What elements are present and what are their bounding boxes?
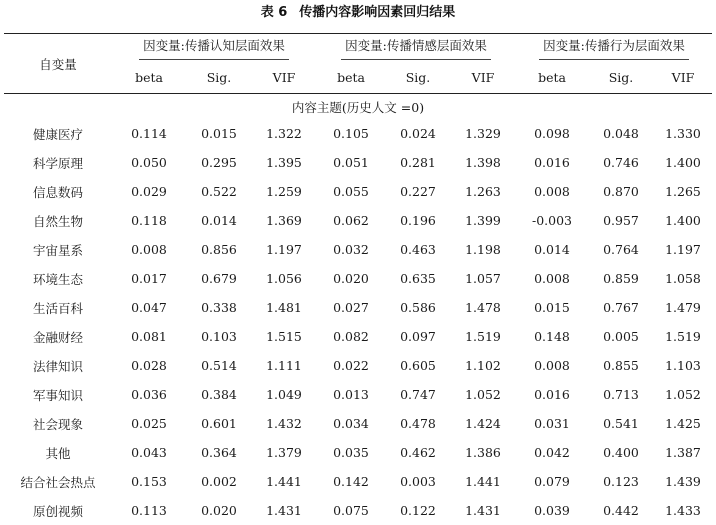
table-cell: 0.123: [588, 467, 654, 496]
table-cell: 0.855: [588, 351, 654, 380]
table-cell: 1.102: [450, 351, 516, 380]
stat-header-sig: Sig.: [588, 62, 654, 94]
table-cell: 0.586: [386, 293, 450, 322]
table-cell: 0.015: [186, 119, 252, 148]
group-header-behavioral: 因变量:传播行为层面效果: [516, 34, 712, 63]
table-cell: 0.051: [316, 148, 386, 177]
table-cell: 0.035: [316, 438, 386, 467]
table-cell: 0.031: [516, 409, 588, 438]
table-cell: 0.020: [316, 264, 386, 293]
table-cell: 1.111: [252, 351, 316, 380]
table-cell: 0.153: [112, 467, 186, 496]
table-cell: 1.478: [450, 293, 516, 322]
table-cell: 0.142: [316, 467, 386, 496]
table-cell: 0.122: [386, 496, 450, 525]
table-cell: 0.050: [112, 148, 186, 177]
table-cell: 0.514: [186, 351, 252, 380]
table-cell: -0.003: [516, 206, 588, 235]
table-cell: 0.114: [112, 119, 186, 148]
table-cell: 1.056: [252, 264, 316, 293]
table-cell: 0.014: [186, 206, 252, 235]
table-cell: 0.020: [186, 496, 252, 525]
table-row: [4, 177, 712, 206]
table-cell: 0.005: [588, 322, 654, 351]
row-label: 军事知识: [4, 380, 112, 409]
table-cell: 0.635: [386, 264, 450, 293]
table-row: [4, 293, 712, 322]
table-row: [4, 322, 712, 351]
table-cell: 0.042: [516, 438, 588, 467]
table-number: 表 6: [261, 5, 288, 20]
row-label: 法律知识: [4, 351, 112, 380]
table-cell: 1.330: [654, 119, 712, 148]
table-cell: 0.227: [386, 177, 450, 206]
table-cell: 0.463: [386, 235, 450, 264]
table-cell: 0.075: [316, 496, 386, 525]
table-cell: 0.601: [186, 409, 252, 438]
table-cell: 1.197: [252, 235, 316, 264]
table-cell: 1.400: [654, 148, 712, 177]
table-cell: 0.016: [516, 380, 588, 409]
table-cell: 0.028: [112, 351, 186, 380]
table-cell: 0.034: [316, 409, 386, 438]
row-label: 健康医疗: [4, 119, 112, 148]
table-cell: 0.746: [588, 148, 654, 177]
section-label: 内容主题(历史人文 =0): [4, 94, 712, 120]
table-cell: 1.519: [450, 322, 516, 351]
row-label: 其他: [4, 438, 112, 467]
table-cell: 0.957: [588, 206, 654, 235]
table-cell: 0.008: [112, 235, 186, 264]
table-cell: 1.431: [252, 496, 316, 525]
stat-header-vif: VIF: [252, 62, 316, 94]
table-row: [4, 467, 712, 496]
table-cell: 1.431: [450, 496, 516, 525]
table-cell: 0.103: [186, 322, 252, 351]
table-row: [4, 148, 712, 177]
table-cell: 0.082: [316, 322, 386, 351]
table-row: [4, 206, 712, 235]
table-cell: 0.295: [186, 148, 252, 177]
table-cell: 1.058: [654, 264, 712, 293]
table-cell: 0.062: [316, 206, 386, 235]
table-cell: 0.027: [316, 293, 386, 322]
table-cell: 0.016: [516, 148, 588, 177]
table-cell: 0.148: [516, 322, 588, 351]
stat-header-beta: beta: [316, 62, 386, 94]
table-cell: 1.479: [654, 293, 712, 322]
table-cell: 1.259: [252, 177, 316, 206]
header-row-groups: [4, 34, 712, 63]
row-label: 结合社会热点: [4, 467, 112, 496]
row-label: 宇宙星系: [4, 235, 112, 264]
table-title: 传播内容影响因素回归结果: [299, 5, 455, 20]
table-cell: 1.400: [654, 206, 712, 235]
table-cell: 0.022: [316, 351, 386, 380]
table-cell: 0.008: [516, 264, 588, 293]
table-row: [4, 409, 712, 438]
table-cell: 1.265: [654, 177, 712, 206]
table-cell: 0.196: [386, 206, 450, 235]
table-cell: 1.052: [450, 380, 516, 409]
table-cell: 0.013: [316, 380, 386, 409]
table-cell: 0.008: [516, 177, 588, 206]
table-cell: 1.198: [450, 235, 516, 264]
table-cell: 0.118: [112, 206, 186, 235]
table-cell: 0.097: [386, 322, 450, 351]
group-header-emotional: 因变量:传播情感层面效果: [316, 34, 516, 63]
table-row: [4, 235, 712, 264]
row-label: 自然生物: [4, 206, 112, 235]
table-cell: 0.113: [112, 496, 186, 525]
table-cell: 0.079: [516, 467, 588, 496]
table-cell: 0.442: [588, 496, 654, 525]
table-cell: 0.856: [186, 235, 252, 264]
table-cell: 0.713: [588, 380, 654, 409]
table-cell: 0.281: [386, 148, 450, 177]
table-cell: 1.369: [252, 206, 316, 235]
table-cell: 1.329: [450, 119, 516, 148]
table-cell: 0.541: [588, 409, 654, 438]
table-cell: 1.432: [252, 409, 316, 438]
table-cell: 1.399: [450, 206, 516, 235]
table-cell: 0.015: [516, 293, 588, 322]
table-cell: 0.003: [386, 467, 450, 496]
table-cell: 0.605: [386, 351, 450, 380]
table-cell: 1.379: [252, 438, 316, 467]
table-cell: 1.322: [252, 119, 316, 148]
table-row: [4, 351, 712, 380]
table-cell: 1.049: [252, 380, 316, 409]
table-cell: 1.424: [450, 409, 516, 438]
table-cell: 1.263: [450, 177, 516, 206]
group-header-cognitive: 因变量:传播认知层面效果: [112, 34, 316, 63]
table-cell: 0.764: [588, 235, 654, 264]
row-label: 科学原理: [4, 148, 112, 177]
stat-header-beta: beta: [112, 62, 186, 94]
table-cell: 0.747: [386, 380, 450, 409]
table-cell: 1.481: [252, 293, 316, 322]
table-cell: 0.462: [386, 438, 450, 467]
table-cell: 0.522: [186, 177, 252, 206]
stat-header-beta: beta: [516, 62, 588, 94]
table-cell: 0.043: [112, 438, 186, 467]
table-cell: 0.039: [516, 496, 588, 525]
table-row: [4, 496, 712, 525]
row-label: 社会现象: [4, 409, 112, 438]
table-cell: 0.105: [316, 119, 386, 148]
row-label: 原创视频: [4, 496, 112, 525]
table-cell: 1.197: [654, 235, 712, 264]
table-cell: 0.048: [588, 119, 654, 148]
table-cell: 1.515: [252, 322, 316, 351]
table-cell: 0.767: [588, 293, 654, 322]
stat-header-sig: Sig.: [186, 62, 252, 94]
table-cell: 0.098: [516, 119, 588, 148]
table-cell: 1.519: [654, 322, 712, 351]
table-header: [4, 34, 712, 94]
table-cell: 1.441: [450, 467, 516, 496]
table-row: [4, 264, 712, 293]
table-cell: 1.398: [450, 148, 516, 177]
table-caption: [0, 5, 716, 21]
table-cell: 1.395: [252, 148, 316, 177]
table-cell: 0.870: [588, 177, 654, 206]
table-body: [4, 94, 712, 525]
table-cell: 1.439: [654, 467, 712, 496]
table-cell: 0.679: [186, 264, 252, 293]
regression-table: [4, 33, 712, 525]
table-cell: 1.433: [654, 496, 712, 525]
stat-header-vif: VIF: [450, 62, 516, 94]
table-cell: 0.478: [386, 409, 450, 438]
table-row: [4, 438, 712, 467]
table-cell: 0.047: [112, 293, 186, 322]
row-label: 生活百科: [4, 293, 112, 322]
table-cell: 0.025: [112, 409, 186, 438]
table-row: [4, 380, 712, 409]
table-cell: 0.024: [386, 119, 450, 148]
table-cell: 0.384: [186, 380, 252, 409]
table-cell: 1.425: [654, 409, 712, 438]
table-cell: 0.081: [112, 322, 186, 351]
table-cell: 0.400: [588, 438, 654, 467]
stat-header-sig: Sig.: [386, 62, 450, 94]
row-label: 环境生态: [4, 264, 112, 293]
table-cell: 1.386: [450, 438, 516, 467]
table-cell: 0.036: [112, 380, 186, 409]
independent-var-header: 自变量: [4, 34, 112, 94]
table-cell: 1.387: [654, 438, 712, 467]
table-cell: 1.441: [252, 467, 316, 496]
table-cell: 0.032: [316, 235, 386, 264]
table-cell: 1.103: [654, 351, 712, 380]
row-label: 信息数码: [4, 177, 112, 206]
table-cell: 0.017: [112, 264, 186, 293]
row-label: 金融财经: [4, 322, 112, 351]
table-cell: 1.052: [654, 380, 712, 409]
table-cell: 0.364: [186, 438, 252, 467]
section-row: [4, 94, 712, 120]
table-cell: 0.055: [316, 177, 386, 206]
table-cell: 0.002: [186, 467, 252, 496]
table-cell: 0.014: [516, 235, 588, 264]
table-cell: 0.338: [186, 293, 252, 322]
table-cell: 0.029: [112, 177, 186, 206]
table-row: [4, 119, 712, 148]
table-cell: 1.057: [450, 264, 516, 293]
table-cell: 0.859: [588, 264, 654, 293]
table-cell: 0.008: [516, 351, 588, 380]
stat-header-vif: VIF: [654, 62, 712, 94]
